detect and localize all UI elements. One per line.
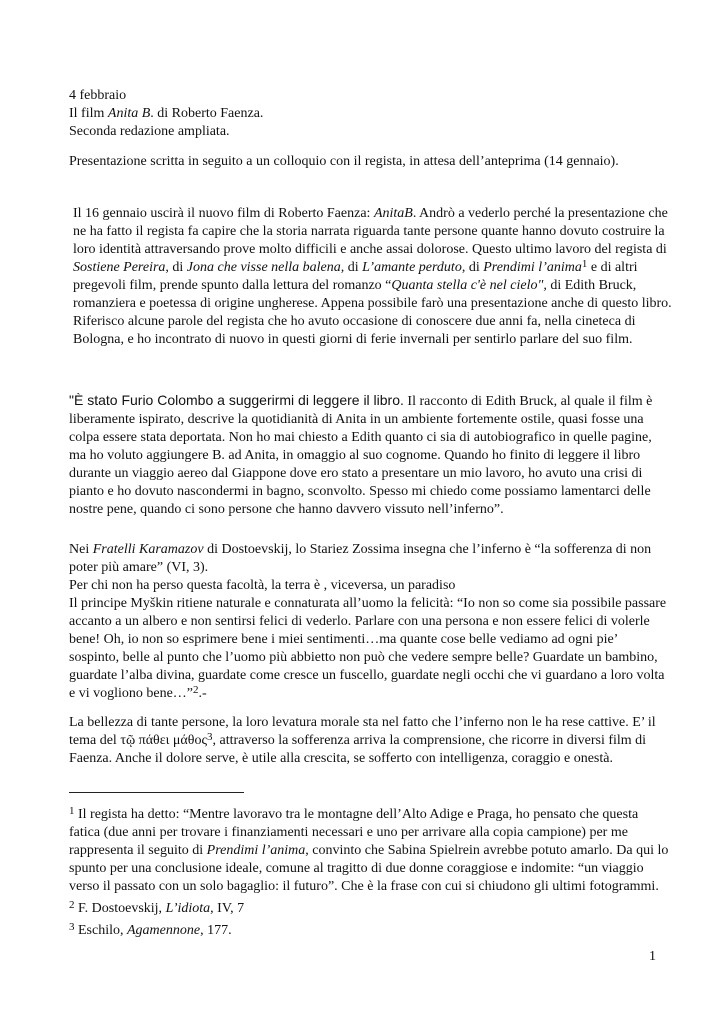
presentation-note [69,153,669,171]
book-title-italic: Fratelli Karamazov [92,542,204,557]
film-title-italic: Prendimi l’anima [483,260,582,275]
footnote-number: 3 [69,921,75,933]
footnote-text: , 177. [200,923,232,938]
quote-paragraph [69,391,669,519]
footnote-number: 2 [69,899,75,911]
quote-opening: "È stato Furio Colombo a suggerirmi di leggere il libro. [69,392,404,408]
body-text: .- [198,686,207,701]
body-text: Nei [69,542,93,557]
date-line [69,87,669,105]
footnote-separator [69,792,244,793]
footnote-ref: 3 [207,731,213,743]
footnote-text: Il regista ha detto: “Mentre lavoravo tra le montagne dell’Alto Adige e Praga, ho pensato che questa fatica (due anni per trovare i finanziamenti necessari e uno per arrivare alla copia campione) per me rappresenta il seguito di [69,807,639,858]
footnote-text: Eschilo, [74,923,127,938]
intro-second-paragraph: Riferisco alcune parole del regista che ho avuto occasione di conoscere due anni fa, nella cineteca di Bologna, e ho incontrato di nuovo in questi giorni di ferie invernali per sentirlo parlare del suo film. [73,314,636,347]
bellezza-section [69,714,669,768]
body-text: La bellezza di tante persone, la loro levatura morale sta nel fatto che l’inferno non le ha rese cattive. E’ il tema del [69,715,656,748]
director-quote [69,391,669,519]
body-text: di Dostoevskij, lo Stariez Zossima insegna che l’inferno è “la sofferenza di non poter più amare” (VI, 3). [69,542,652,575]
book-title-italic: Agamennone [127,923,201,938]
footnote-3 [69,922,669,940]
edition-text: Seconda redazione ampliata. [69,124,230,139]
footnote-text: F. Dostoevskij, [74,901,166,916]
footnote-2 [69,900,669,918]
film-title-italic: Jona che visse nella balena, [186,260,345,275]
presentation-text: Presentazione scritta in seguito a un colloquio con il regista, in attesa dell’anteprima (14 gennaio). [69,154,619,169]
paradiso-line: Per chi non ha perso questa facoltà, la terra è , viceversa, un paradiso [69,578,456,593]
intro-text: di [344,260,363,275]
intro-text: . Andrò a vederlo perché la presentazione che ne ha fatto il regista fa capire che la storia narrata riguarda tante persone quante hanno dovuto costruire la loro identità attraversando prove molto difficili e anche assai dolorose. Questo ultimo lavoro del regista di [73,206,668,257]
edition-line [69,123,669,141]
intro-text: , di [461,260,484,275]
footnote-1 [69,806,669,896]
novel-title-italic: Quanta stella c'è nel cielo", [391,278,547,293]
date-text: 4 febbraio [69,88,127,103]
film-prefix: Il film [69,106,108,121]
film-title-italic: Prendimi l’anima [206,843,306,858]
greek-phrase: τῷ πάθει μάθος [120,733,207,748]
film-title-italic: Sostiene Pereira [73,260,166,275]
body-text: , attraverso la sofferenza arriva la comprensione, che ricorre in diversi film di Faenza. Anche il dolore serve, è utile alla crescita, se sofferto con intelligenza, coraggio e onestà. [69,733,647,766]
film-title-italic: L’amante perduto [362,260,462,275]
film-line [69,105,669,123]
intro-paragraph [73,205,673,313]
karamazov-paragraph [69,541,669,577]
intro-text: di Edith Bruck, romanziera e poetessa di origine ungherese. Appena possibile farò una presentazione anche di questo libro. [73,278,672,311]
dostoevskij-section [69,541,669,703]
myskin-paragraph [69,595,669,703]
book-title-italic: L’idiota [165,901,211,916]
film-title-italic: AnitaB [373,206,413,221]
film-suffix: . di Roberto Faenza. [150,106,264,121]
footnote-number: 1 [69,805,75,817]
quote-body: Il racconto di Edith Bruck, al quale il film è liberamente ispirato, descrive la quotidianità di Anita in un ambiente fortemente ostile, quasi fosse una colpa essere stata deportata. Non ho mai chiesto a Edith quanto ci sia di autobiografico in quelle pagine, ma ho voluto aggiungere B. ad Anita, in omaggio al suo cognome. Quando ho finito di leggere il libro durante un viaggio aereo dal Giappone dove ero stato a presentare un mio lavoro, ho avuto una crisi di pianto e ho dovuto nascondermi in bagno, sconvolto. Spesso mi chiedo come possiamo lamentarci delle nostre pene, quando ci sono persone che hanno davvero vissuto nell’inferno”. [69,394,653,517]
intro-text: Il 16 gennaio uscirà il nuovo film di Roberto Faenza: [73,206,374,221]
footnote-text: , convinto che Sabina Spielrein avrebbe potuto amarlo. Da qui lo spunto per una conclusione ideale, comune al tragitto di due donne coraggiose e indomite: “un viaggio verso il passato con un solo bagaglio: il futuro”. Che è la frase con cui si chiudono gli ultimi fotogrammi. [69,843,669,894]
footnote-ref: 1 [581,258,588,270]
bellezza-paragraph [69,714,669,768]
document-header [69,87,669,141]
body-text: Il principe Myškin ritiene naturale e connaturata all’uomo la felicità: “Io non so come sia possibile passare accanto a un albero e non sentirsi felici di vederlo. Parlare con una persona e non essere felici di volerle bene! Oh, io non so esprimere bene i miei sentimenti…ma quante cose belle vediamo ad ogni pie’ sospinto, belle al punto che l’uomo più abbietto non può che vedere sempre belle? Guardate un bambino, guardate l’alba divina, guardate come cresce un fuscello, guardate negli occhi che vi guardano a loro volta e vi vogliono bene…” [69,596,667,701]
footnote-ref: 2 [193,684,199,696]
footnote-text: , IV, 7 [210,901,245,916]
intro-text: e di altri pregevoli film, prende spunto dalla lettura del romanzo “ [73,260,638,293]
page-number: 1 [649,949,656,964]
intro-section [73,205,673,349]
footnotes [69,806,669,940]
intro-text: , di [165,260,187,275]
film-title: Anita B [107,106,151,121]
